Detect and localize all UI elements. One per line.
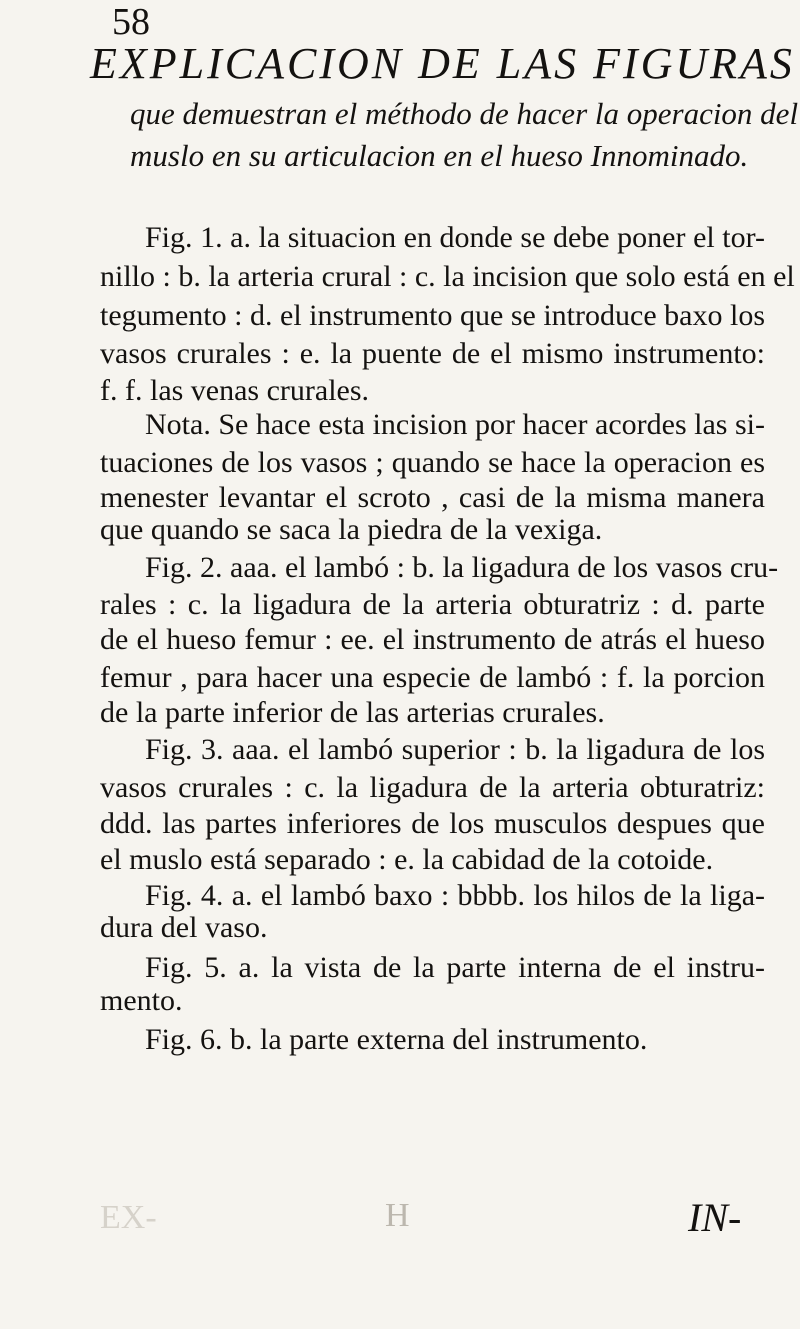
- text-line: vasos crurales : e. la puente de el mismo instrumento:: [100, 337, 765, 370]
- page-number: 58: [112, 1, 150, 43]
- text-line: Fig. 6. b. la parte externa del instrumento.: [145, 1023, 648, 1056]
- bleed-through-text: EX-: [100, 1199, 157, 1236]
- text-line: Fig. 3. aaa. el lambó superior : b. la ligadura de los: [145, 733, 765, 766]
- text-line: tuaciones de los vasos ; quando se hace la operacion es: [100, 446, 765, 479]
- text-line: menester levantar el scroto , casi de la misma manera: [100, 481, 765, 514]
- text-line: el muslo está separado : e. la cabidad de la cotoide.: [100, 843, 714, 876]
- text-line: Fig. 1. a. la situacion en donde se debe poner el tor-: [145, 221, 765, 254]
- text-line: mento.: [100, 984, 183, 1017]
- text-line: de la parte inferior de las arterias crurales.: [100, 696, 605, 729]
- text-line: Fig. 4. a. el lambó baxo : bbbb. los hilos de la liga-: [145, 879, 765, 912]
- text-line: Nota. Se hace esta incision por hacer acordes las si-: [145, 408, 765, 441]
- text-line: rales : c. la ligadura de la arteria obturatriz : d. parte: [100, 588, 765, 621]
- page-title: EXPLICACION DE LAS FIGURAS: [90, 39, 795, 88]
- text-line: Fig. 5. a. la vista de la parte interna de el instru-: [145, 951, 765, 984]
- text-line: que quando se saca la piedra de la vexiga.: [100, 513, 603, 546]
- catchword: IN-: [688, 1195, 742, 1240]
- signature-mark: H: [385, 1197, 410, 1234]
- text-line: Fig. 2. aaa. el lambó : b. la ligadura de los vasos cru-: [145, 551, 779, 584]
- subtitle-line-1: que demuestran el méthodo de hacer la operacion del: [130, 96, 799, 131]
- text-line: dura del vaso.: [100, 911, 268, 944]
- text-line: femur , para hacer una especie de lambó : f. la porcion: [100, 661, 765, 694]
- text-line: de el hueso femur : ee. el instrumento de atrás el hueso: [100, 623, 765, 656]
- text-line: ddd. las partes inferiores de los musculos despues que: [100, 807, 765, 840]
- text-line: tegumento : d. el instrumento que se introduce baxo los: [100, 299, 765, 332]
- subtitle-line-2: muslo en su articulacion en el hueso Innominado.: [130, 138, 749, 173]
- text-line: nillo : b. la arteria crural : c. la incision que solo está en el: [100, 260, 795, 293]
- text-line: f. f. las venas crurales.: [100, 374, 370, 407]
- text-line: vasos crurales : c. la ligadura de la arteria obturatriz:: [100, 771, 765, 804]
